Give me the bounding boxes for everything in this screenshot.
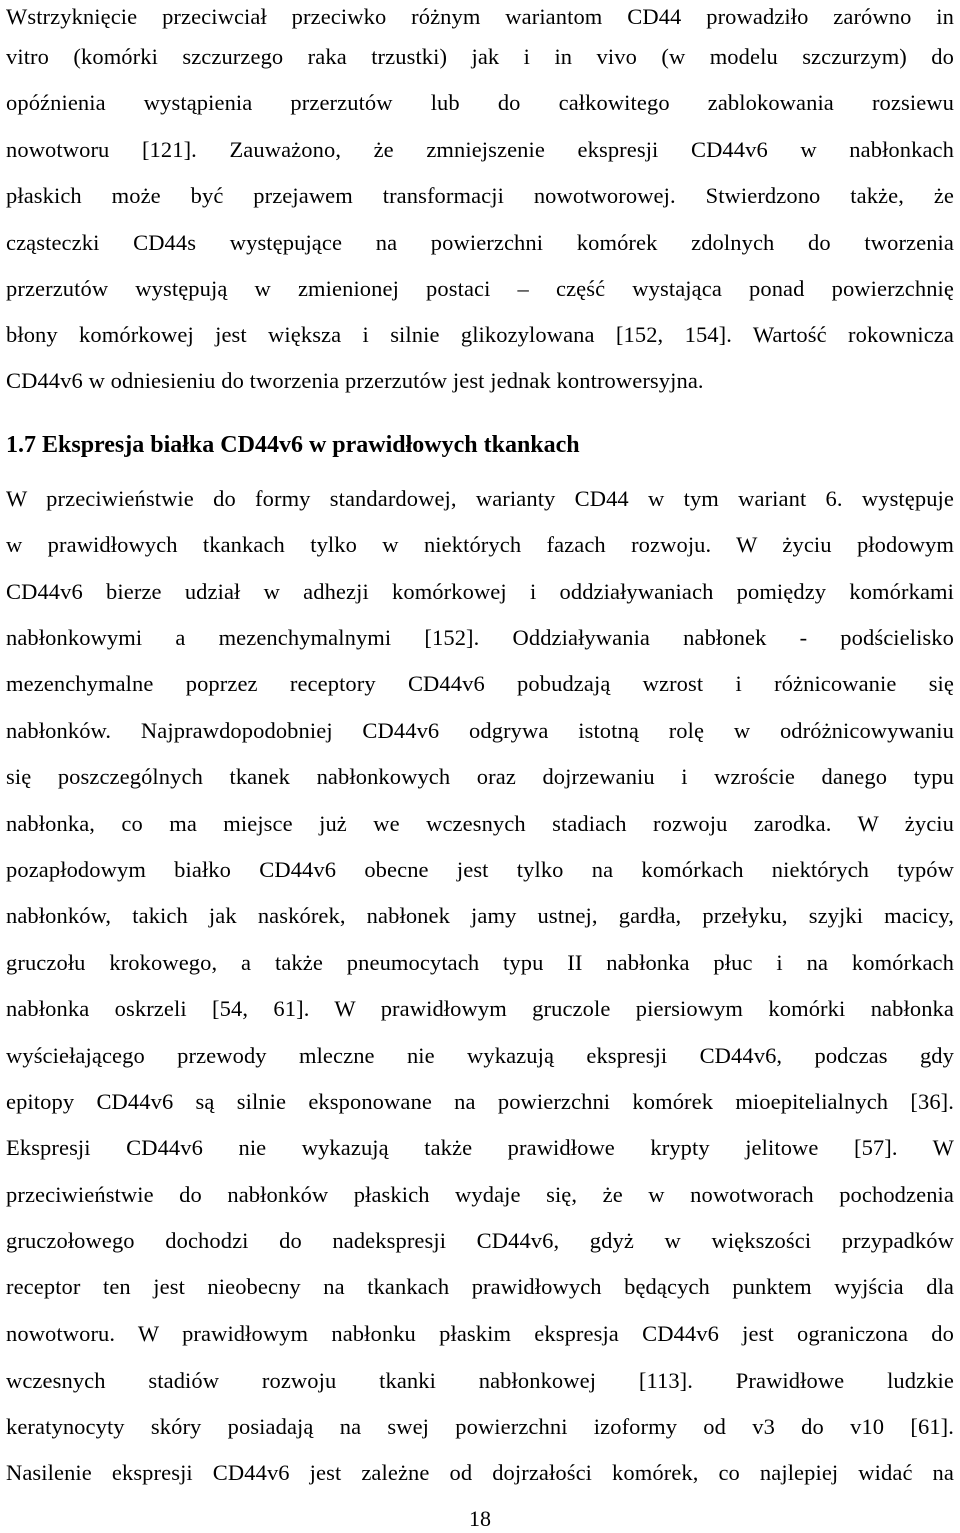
text-line: wyściełającego przewody mleczne nie wykazują ekspresji CD44v6, podczas gdy [6, 1043, 954, 1068]
text-line: nabłonków, takich jak naskórek, nabłonek jamy ustnej, gardła, przełyku, szyjki macicy, [6, 903, 954, 928]
text-line: epitopy CD44v6 są silnie eksponowane na powierzchni komórek mioepitelialnych [36]. [6, 1089, 954, 1114]
section-heading: 1.7 Ekspresja białka CD44v6 w prawidłowych tkankach [6, 432, 580, 458]
text-line: CD44v6 bierze udział w adhezji komórkowej i oddziaływaniach pomiędzy komórkami [6, 579, 954, 604]
text-line: nowotworu. W prawidłowym nabłonku płaskim ekspresja CD44v6 jest ograniczona do [6, 1321, 954, 1346]
text-line: przeciwieństwie do nabłonków płaskich wydaje się, że w nowotworach pochodzenia [6, 1182, 954, 1207]
text-line: vitro (komórki szczurzego raka trzustki) jak i in vivo (w modelu szczurzym) do [6, 44, 954, 69]
text-line: cząsteczki CD44s występujące na powierzchni komórek zdolnych do tworzenia [6, 230, 954, 255]
text-line: błony komórkowej jest większa i silnie glikozylowana [152, 154]. Wartość rokownicza [6, 322, 954, 347]
text-line: mezenchymalne poprzez receptory CD44v6 pobudzają wzrost i różnicowanie się [6, 671, 954, 696]
text-line: Nasilenie ekspresji CD44v6 jest zależne od dojrzałości komórek, co najlepiej widać na [6, 1460, 954, 1485]
text-line: wczesnych stadiów rozwoju tkanki nabłonkowej [113]. Prawidłowe ludzkie [6, 1368, 954, 1393]
text-line: w prawidłowych tkankach tylko w niektórych fazach rozwoju. W życiu płodowym [6, 532, 954, 557]
text-line: nabłonka, co ma miejsce już we wczesnych stadiach rozwoju zarodka. W życiu [6, 811, 954, 836]
text-line: Wstrzyknięcie przeciwciał przeciwko różnym wariantom CD44 prowadziło zarówno in [6, 4, 954, 29]
text-line: nabłonka oskrzeli [54, 61]. W prawidłowym gruczole piersiowym komórki nabłonka [6, 996, 954, 1021]
text-line: się poszczególnych tkanek nabłonkowych oraz dojrzewaniu i wzroście danego typu [6, 764, 954, 789]
text-line: pozapłodowym białko CD44v6 obecne jest tylko na komórkach niektórych typów [6, 857, 954, 882]
text-line: Ekspresji CD44v6 nie wykazują także prawidłowe krypty jelitowe [57]. W [6, 1135, 954, 1160]
text-line: gruczołu krokowego, a także pneumocytach typu II nabłonka płuc i na komórkach [6, 950, 954, 975]
text-line: W przeciwieństwie do formy standardowej, warianty CD44 w tym wariant 6. występuje [6, 486, 954, 511]
text-line: receptor ten jest nieobecny na tkankach prawidłowych będących punktem wyjścia dla [6, 1274, 954, 1299]
text-line: płaskich może być przejawem transformacji nowotworowej. Stwierdzono także, że [6, 183, 954, 208]
text-line: nowotworu [121]. Zauważono, że zmniejszenie ekspresji CD44v6 w nabłonkach [6, 137, 954, 162]
text-line: CD44v6 w odniesieniu do tworzenia przerzutów jest jednak kontrowersyjna. [6, 368, 704, 393]
text-line: opóźnienia wystąpienia przerzutów lub do całkowitego zablokowania rozsiewu [6, 90, 954, 115]
page-number: 18 [469, 1506, 491, 1531]
text-line: gruczołowego dochodzi do nadekspresji CD44v6, gdyż w większości przypadków [6, 1228, 954, 1253]
text-line: nabłonkowymi a mezenchymalnymi [152]. Oddziaływania nabłonek - podścielisko [6, 625, 954, 650]
text-line: keratynocyty skóry posiadają na swej powierzchni izoformy od v3 do v10 [61]. [6, 1414, 954, 1439]
text-line: przerzutów występują w zmienionej postaci – część wystająca ponad powierzchnię [6, 276, 954, 301]
text-line: nabłonków. Najprawdopodobniej CD44v6 odgrywa istotną rolę w odróżnicowywaniu [6, 718, 954, 743]
